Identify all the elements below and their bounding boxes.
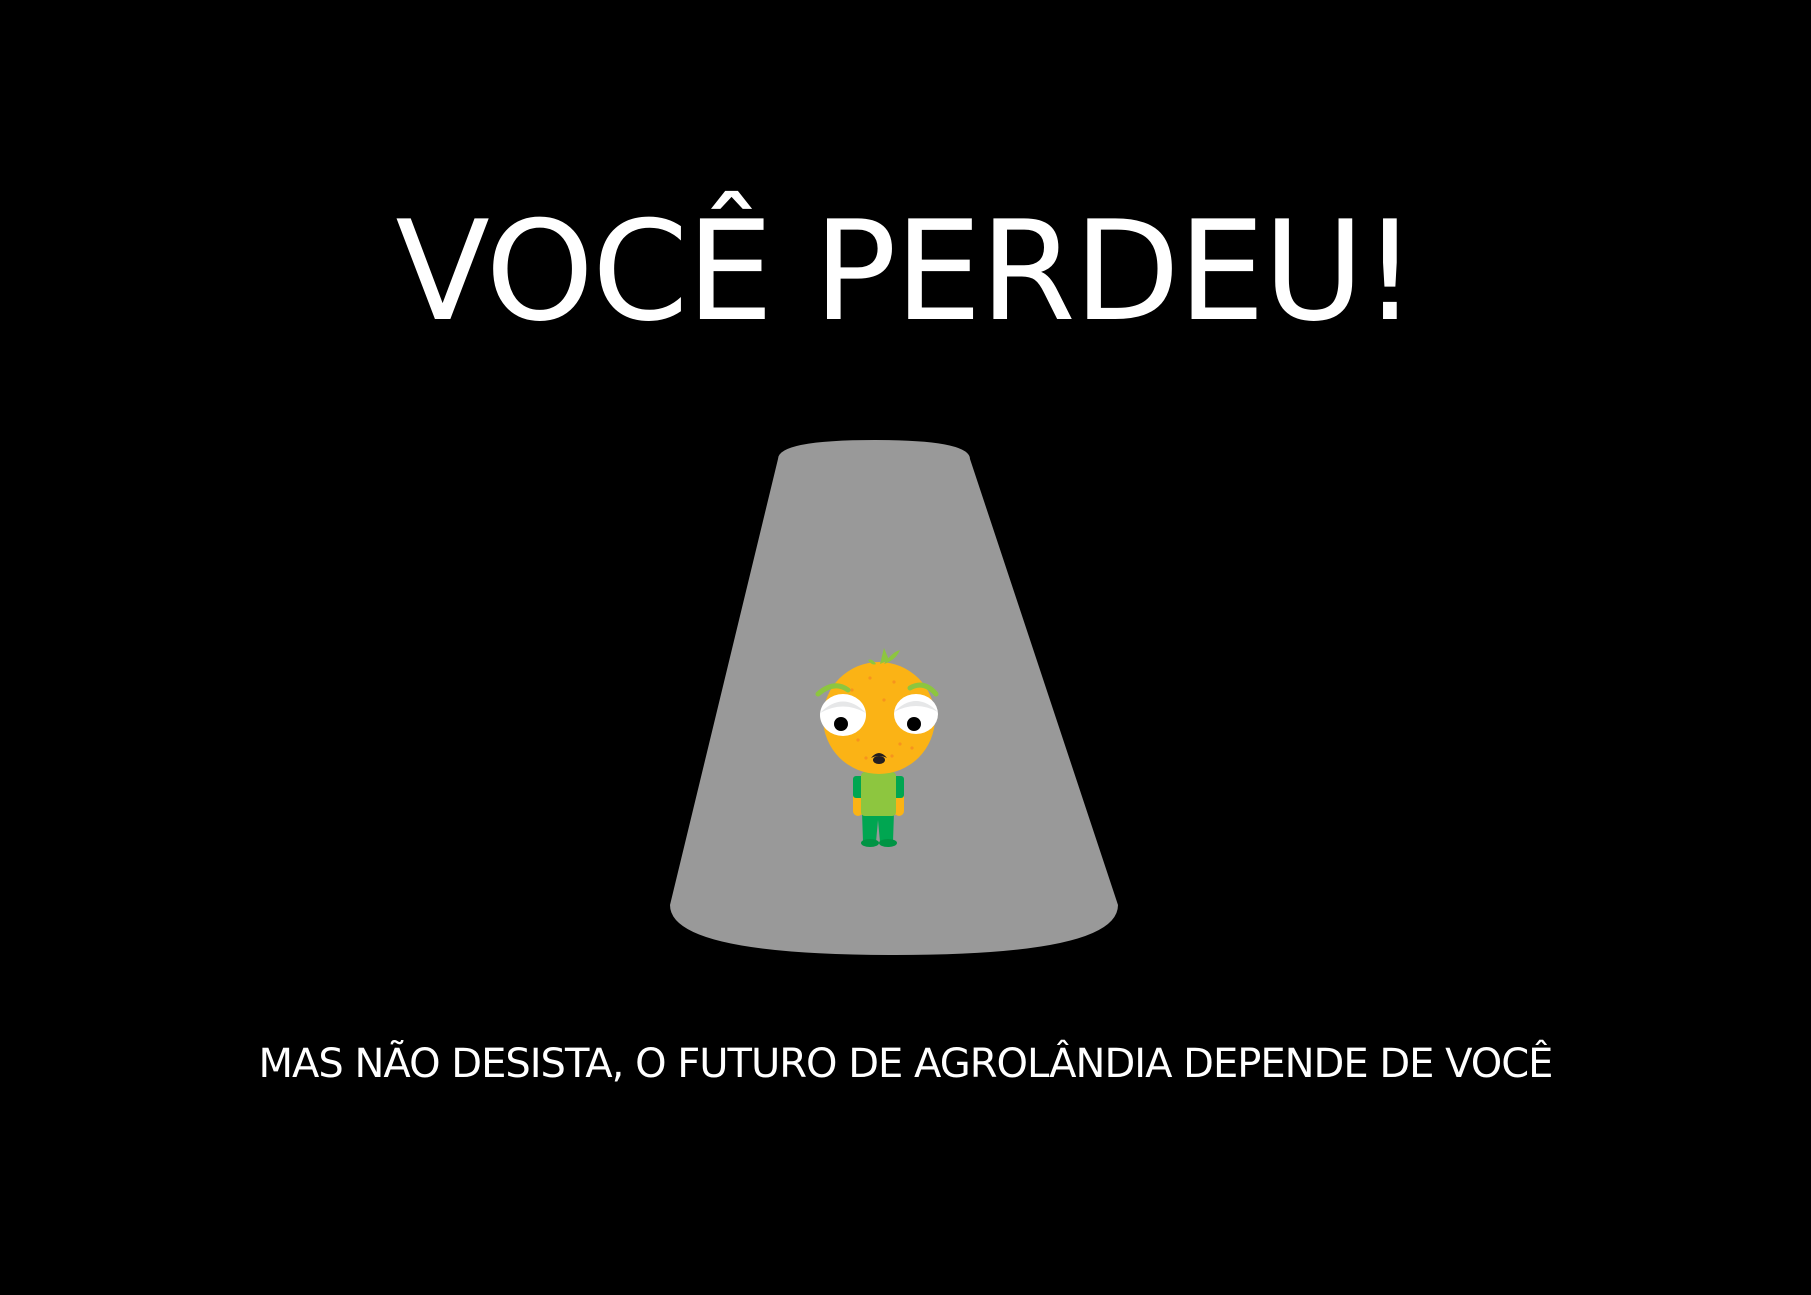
- game-over-title: VOCÊ PERDEU!: [395, 191, 1416, 352]
- character-left-pupil: [834, 717, 848, 731]
- character-shirt: [861, 772, 896, 816]
- character-right-foot: [879, 839, 897, 847]
- game-over-message: MAS NÃO DESISTA, O FUTURO DE AGROLÂNDIA DEPENDE DE VOCÊ: [258, 1041, 1553, 1087]
- character-right-pupil: [907, 717, 921, 731]
- character-left-foot: [861, 839, 879, 847]
